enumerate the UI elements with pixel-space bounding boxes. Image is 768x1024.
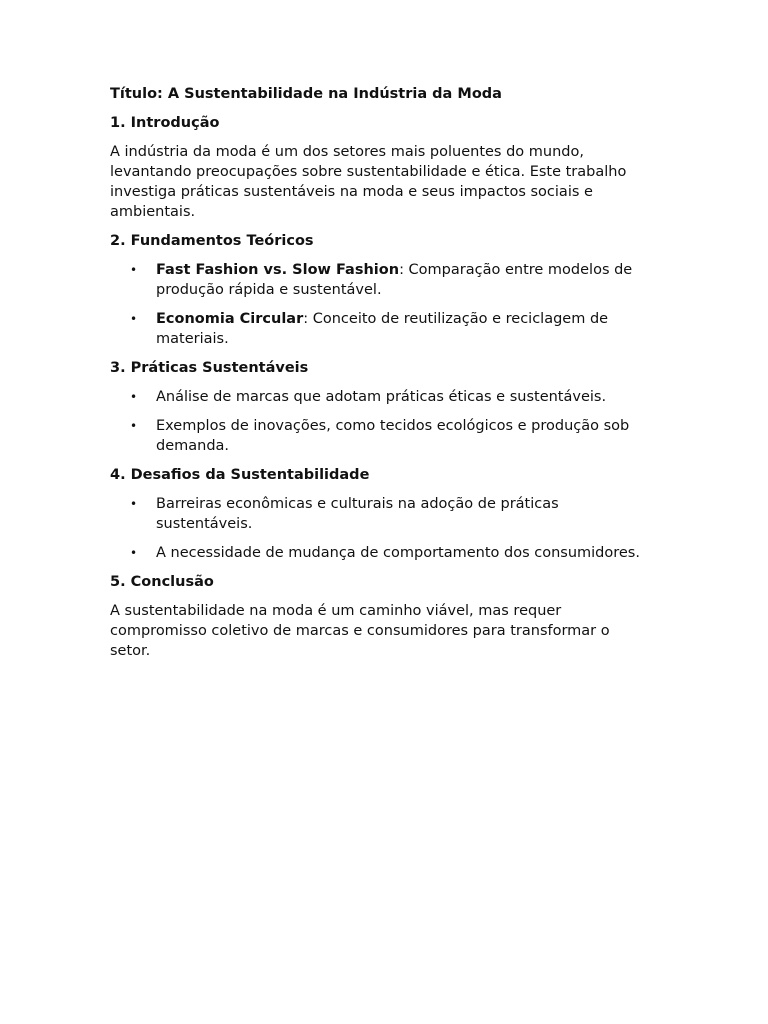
bullet-icon: • [130, 390, 138, 404]
list-item-term: Economia Circular [156, 311, 304, 327]
intro-paragraph: A indústria da moda é um dos setores mais poluentes do mundo, levantando preocupações sobre sustentabilidade e ética. Este trabalho investiga práticas sustentáveis na moda e seus impactos sociais e ambientais. [110, 144, 627, 220]
section-heading-fundamentos: 2. Fundamentos Teóricos [110, 233, 314, 249]
list-item [110, 387, 648, 407]
desafios-list [110, 494, 648, 563]
bullet-icon: • [130, 312, 138, 326]
praticas-list [110, 387, 648, 456]
list-item [110, 543, 648, 563]
section-heading-desafios: 4. Desafios da Sustentabilidade [110, 467, 370, 483]
list-item-text: Exemplos de inovações, como tecidos ecológicos e produção sob demanda. [156, 418, 630, 454]
fundamentos-list [110, 260, 648, 349]
section-heading-introducao: 1. Introdução [110, 115, 220, 131]
list-item-text: : Comparação entre modelos de produção rápida e sustentável. [156, 262, 633, 298]
list-item-text: : Conceito de reutilização e reciclagem de materiais. [156, 311, 609, 347]
conclusao-paragraph: A sustentabilidade na moda é um caminho viável, mas requer compromisso coletivo de marcas e consumidores para transformar o setor. [110, 603, 610, 659]
list-item [110, 494, 648, 534]
section-heading-praticas: 3. Práticas Sustentáveis [110, 360, 309, 376]
list-item-text: A necessidade de mudança de comportamento dos consumidores. [156, 545, 640, 561]
list-item [110, 416, 648, 456]
bullet-icon: • [130, 419, 138, 433]
list-item-text: Barreiras econômicas e culturais na adoção de práticas sustentáveis. [156, 496, 559, 532]
bullet-icon: • [130, 497, 138, 511]
document-title: Título: A Sustentabilidade na Indústria da Moda [110, 86, 502, 102]
section-heading-conclusao: 5. Conclusão [110, 574, 214, 590]
list-item [110, 309, 648, 349]
bullet-icon: • [130, 546, 138, 560]
list-item [110, 260, 648, 300]
bullet-icon: • [130, 263, 138, 277]
list-item-term: Fast Fashion vs. Slow Fashion [156, 262, 400, 278]
list-item-text: Análise de marcas que adotam práticas éticas e sustentáveis. [156, 389, 607, 405]
